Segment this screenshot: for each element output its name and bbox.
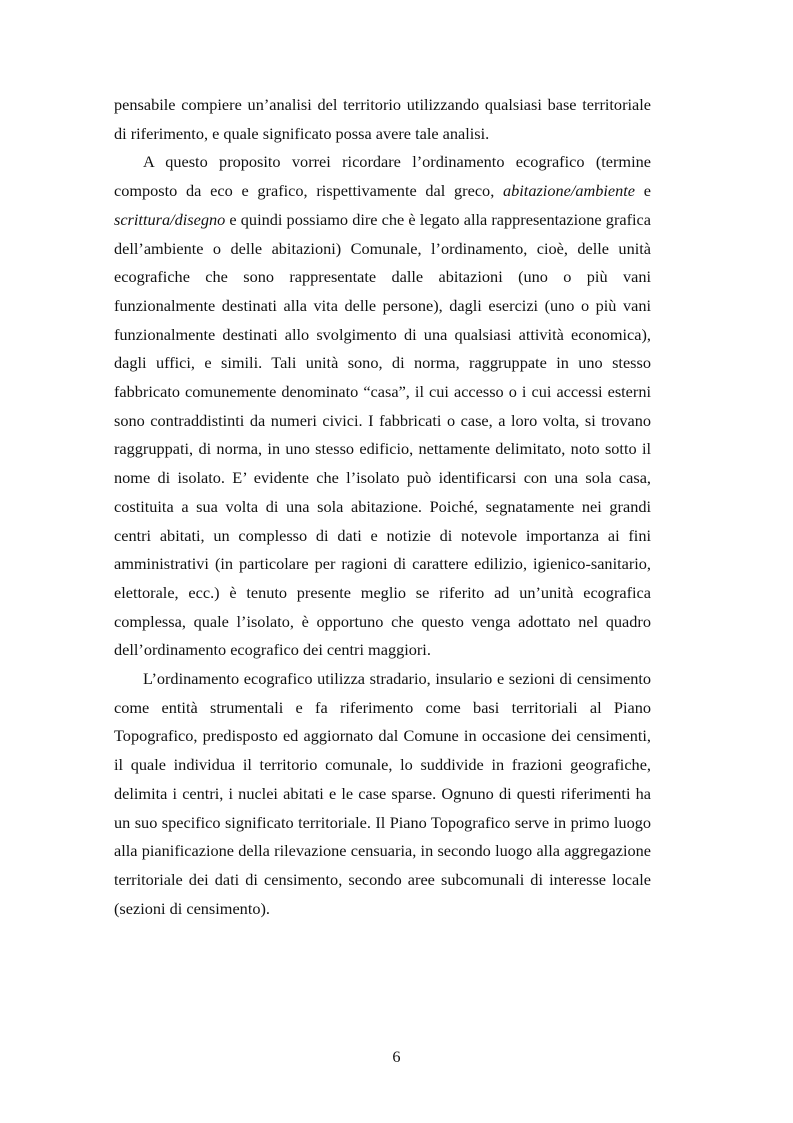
paragraph-2-part-2: e xyxy=(635,181,652,201)
paragraph-2-part-1: A questo proposito vorrei ricordare l’ordinamento ecografico (termine composto da eco e grafico, rispettivamente dal greco, xyxy=(114,152,651,201)
paragraph-3-text: L’ordinamento ecografico utilizza stradario, insulario e sezioni di censimento come entità strumentali e fa riferimento come basi territoriali al Piano Topografico, predisposto ed aggiornato dal Comune in occasione dei censimenti, il quale individua il territorio comunale, lo suddivide in frazioni geografiche, delimita i centri, i nuclei abitati e le case sparse. Ognuno di questi riferimenti ha un suo specifico significato territoriale. Il Piano Topografico serve in primo luogo alla pianificazione della rilevazione censuaria, in secondo luogo alla aggregazione territoriale dei dati di censimento, secondo aree subcomunali di interesse locale (sezioni di censimento). xyxy=(114,669,651,918)
italic-term-scrittura: scrittura/disegno xyxy=(114,209,226,229)
italic-term-abitazione: abitazione/ambiente xyxy=(503,181,636,201)
paragraph-continuation xyxy=(114,91,651,148)
paragraph-piano-topografico xyxy=(114,665,651,923)
page-number: 6 xyxy=(392,1047,401,1066)
body-text xyxy=(114,91,651,923)
paragraph-2-part-3: e quindi possiamo dire che è legato alla rappresentazione grafica dell’ambiente o delle abitazioni) Comunale, l’ordinamento, cioè, delle unità ecografiche che sono rappresentate dalle abitazioni (uno o più vani funzionalmente destinati alla vita delle persone), dagli esercizi (uno o più vani funzionalmente destinati allo svolgimento di una qualsiasi attività economica), dagli uffici, e simili. Tali unità sono, di norma, raggruppate in uno stesso fabbricato comunemente denominato “casa”, il cui accesso o i cui accessi esterni sono contraddistinti da numeri civici. I fabbricati o case, a loro volta, si trovano raggruppati, di norma, in uno stesso edificio, nettamente delimitato, noto sotto il nome di isolato. E’ evidente che l’isolato può identificarsi con una sola casa, costituita a sua volta di una sola abitazione. Poiché, segnatamente nei grandi centri abitati, un complesso di dati e notizie di notevole importanza ai fini amministrativi (in particolare per ragioni di carattere edilizio, igienico-sanitario, elettorale, ecc.) è tenuto presente meglio se riferito ad un’unità ecografica complessa, quale l’isolato, è opportuno che questo venga adottato nel quadro dell’ordinamento ecografico dei centri maggiori. xyxy=(114,209,651,660)
paragraph-1-text: pensabile compiere un’analisi del territorio utilizzando qualsiasi base territoriale di riferimento, e quale significato possa avere tale analisi. xyxy=(114,95,651,143)
paragraph-ordinamento-ecografico xyxy=(114,148,651,665)
